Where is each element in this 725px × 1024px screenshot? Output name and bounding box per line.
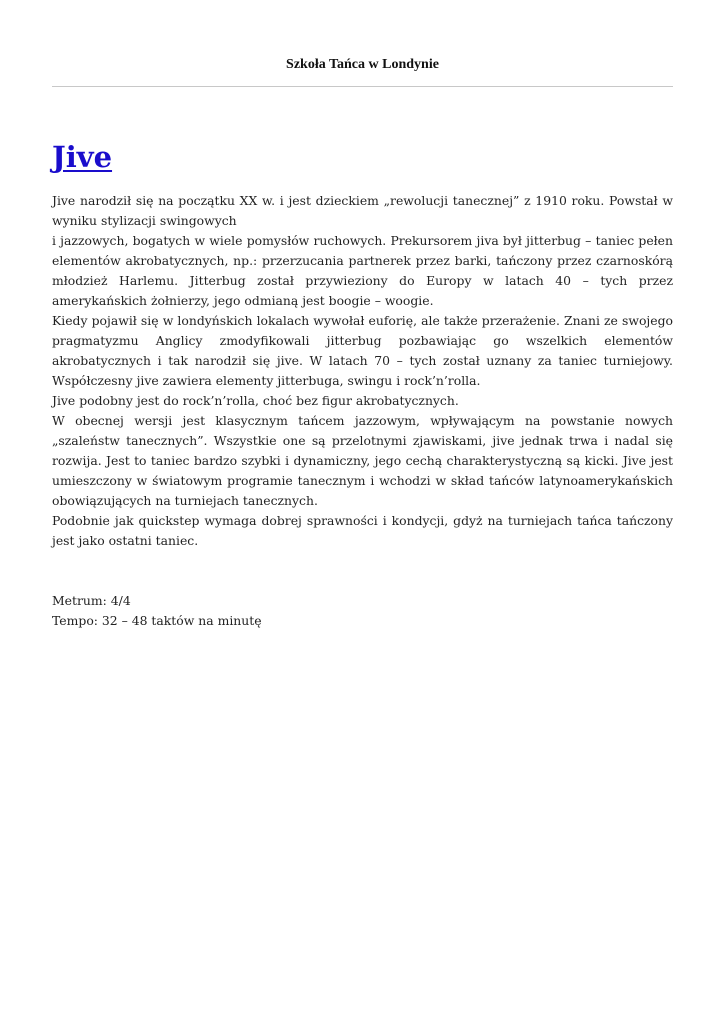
paragraph-rock-n-roll: Jive podobny jest do rock’n’rolla, choć bez figur akrobatycznych. — [52, 393, 459, 408]
paragraph-quickstep: Podobnie jak quickstep wymaga dobrej sprawności i kondycji, gdyż na turniejach tańca tańczony jest jako ostatni taniec. — [52, 513, 673, 548]
paragraph-jitterbug: i jazzowych, bogatych w wiele pomysłów ruchowych. Prekursorem jiva był jitterbug – taniec pełen elementów akrobatycznych, np.: przerzucania partnerek przez barki, tańczony przez czarnoskórą młodzież Harlemu. Jitterbug został przywieziony do Europy w latach 40 – tych przez amerykańskich żołnierzy, jego odmianą jest boogie – woogie. — [52, 233, 673, 308]
running-header: Szkoła Tańca w Londynie — [286, 57, 439, 72]
article-body — [52, 191, 673, 551]
meter-info: Metrum: 4/4 — [52, 593, 131, 608]
article-title-link[interactable]: Jive — [52, 140, 113, 174]
dance-metadata — [52, 591, 673, 631]
paragraph-london: Kiedy pojawił się w londyńskich lokalach wywołał euforię, ale także przerażenie. Znani ze swojego pragmatyzmu Anglicy zmodyfikowali jitterbug pozbawiając go wszelkich elementów akrobatycznych i tak narodził się jive. W latach 70 – tych został uznany za taniec turniejowy. Współczesny jive zawiera elementy jitterbuga, swingu i rock’n’rolla. — [52, 313, 673, 388]
header-divider — [52, 86, 673, 87]
paragraph-origin: Jive narodził się na początku XX w. i jest dzieckiem „rewolucji tanecznej” z 1910 roku. Powstał w wyniku stylizacji swingowych — [52, 193, 673, 228]
document-page — [52, 0, 673, 631]
paragraph-modern-version: W obecnej wersji jest klasycznym tańcem jazzowym, wpływającym na powstanie nowych „szaleństw tanecznych”. Wszystkie one są przelotnymi zjawiskami, jive jednak trwa i nadal się rozwija. Jest to taniec bardzo szybki i dynamiczny, jego cechą charakterystyczną są kicki. Jive jest umieszczony w światowym programie tanecznym i wchodzi w skład tańców latynoamerykańskich obowiązujących na turniejach tanecznych. — [52, 413, 673, 508]
article-title — [52, 137, 673, 177]
tempo-info: Tempo: 32 – 48 taktów na minutę — [52, 613, 262, 628]
